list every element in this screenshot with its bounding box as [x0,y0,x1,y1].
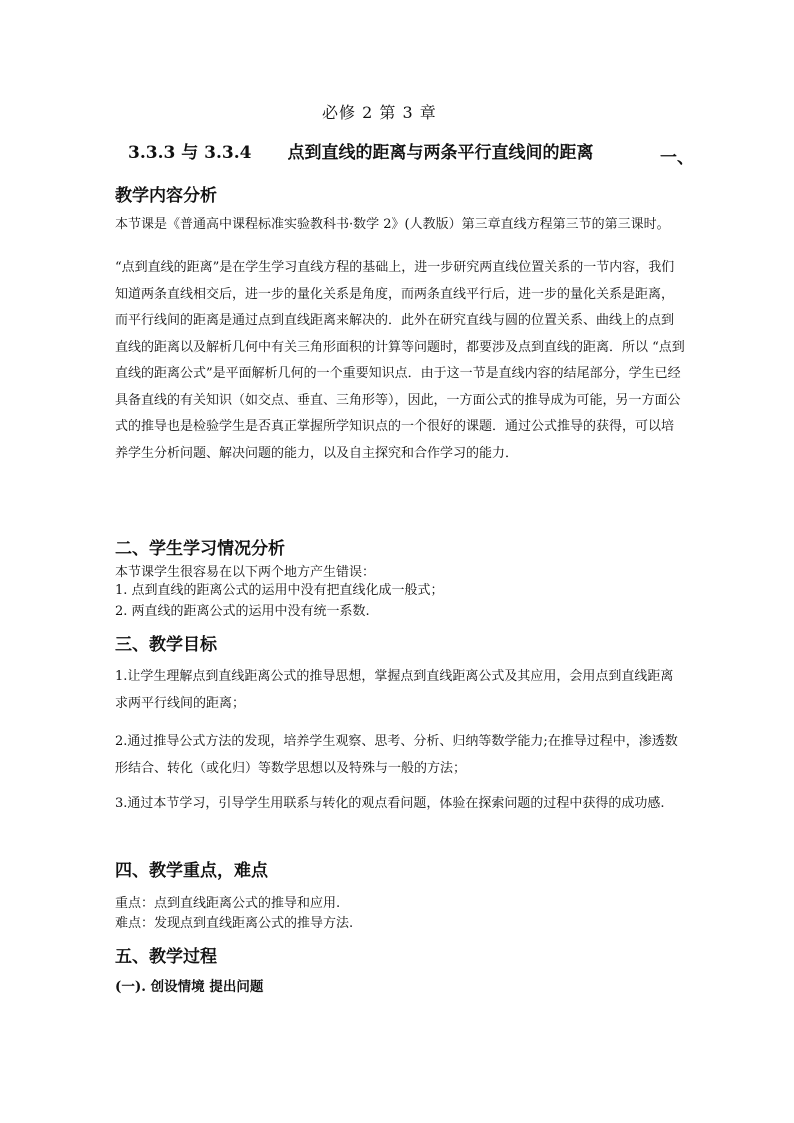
key-point: 重点：点到直线距离公式的推导和应用. [115,896,341,911]
teaching-goal-2: 2.通过推导公式方法的发现，培养学生观察、思考、分析、归纳等数学能力;在推导过程中，渗透数形结合、转化（或化归）等数学思想以及特殊与一般的方法； [115,734,678,776]
student-analysis-intro: 本节课学生很容易在以下两个地方产生错误： [115,565,376,580]
section-heading-teaching-goals: 三、教学目标 [115,635,217,655]
process-subheading-1: (一). 创设情境 提出问题 [115,979,264,995]
student-error-item-1: 1. 点到直线的距离公式的运用中没有把直线化成一般式； [115,583,444,598]
paragraph-course-intro: 本节课是《普通高中课程标准实验教科书·数学 2》(人教版）第三章直线方程第三节的第三课时。 [115,217,670,232]
title-section-number: 3.3.3 与 3.3.4 [128,143,252,163]
difficult-point: 难点：发现点到直线距离公式的推导方法. [115,916,354,931]
section-heading-key-points: 四、教学重点，难点 [115,861,268,881]
section-heading-content-analysis: 教学内容分析 [115,186,217,206]
student-error-item-2: 2. 两直线的距离公式的运用中没有统一系数. [115,604,370,619]
title-text: 点到直线的距离与两条平行直线间的距离 [287,143,594,163]
section-heading-teaching-process: 五、教学过程 [115,947,217,967]
section-heading-student-analysis: 二、学生学习情况分析 [115,539,285,559]
paragraph-content-analysis: “点到直线的距离”是在学生学习直线方程的基础上，进一步研究两直线位置关系的一节内容，我们知道两条直线相交后，进一步的量化关系是角度，而两条直线平行后，进一步的量化关系是距离，而平行线间的距离是通过点到直线距离来解决的．此外在研究直线与圆的位置关系、曲线上的点到直线的距离以及解析几何中有关三角形面积的计算等问题时，都要涉及点到直线的距离．所以 “点到直线的距离公式”是平面解析几何的一个重要知识点．由于这一节是直线内容的结尾部分，学生已经具备直线的有关知识（如交点、垂直、三角形等），因此，一方面公式的推导成为可能，另一方面公式的推导也是检验学生是否真正掌握所学知识点的一个很好的课题．通过公式推导的获得，可以培养学生分析问题、解决问题的能力，以及自主探究和合作学习的能力． [115,260,685,461]
teaching-goal-1: 1.让学生理解点到直线距离公式的推导思想，掌握点到直线距离公式及其应用，会用点到直线距离求两平行线间的距离； [115,669,674,711]
title-tail: 一、 [660,148,694,168]
document-subtitle: 必修 2 第 3 章 [322,103,437,122]
document-title [128,138,593,163]
teaching-goal-3: 3.通过本节学习，引导学生用联系与转化的观点看问题，体验在探索问题的过程中获得的成功感. [115,796,665,811]
